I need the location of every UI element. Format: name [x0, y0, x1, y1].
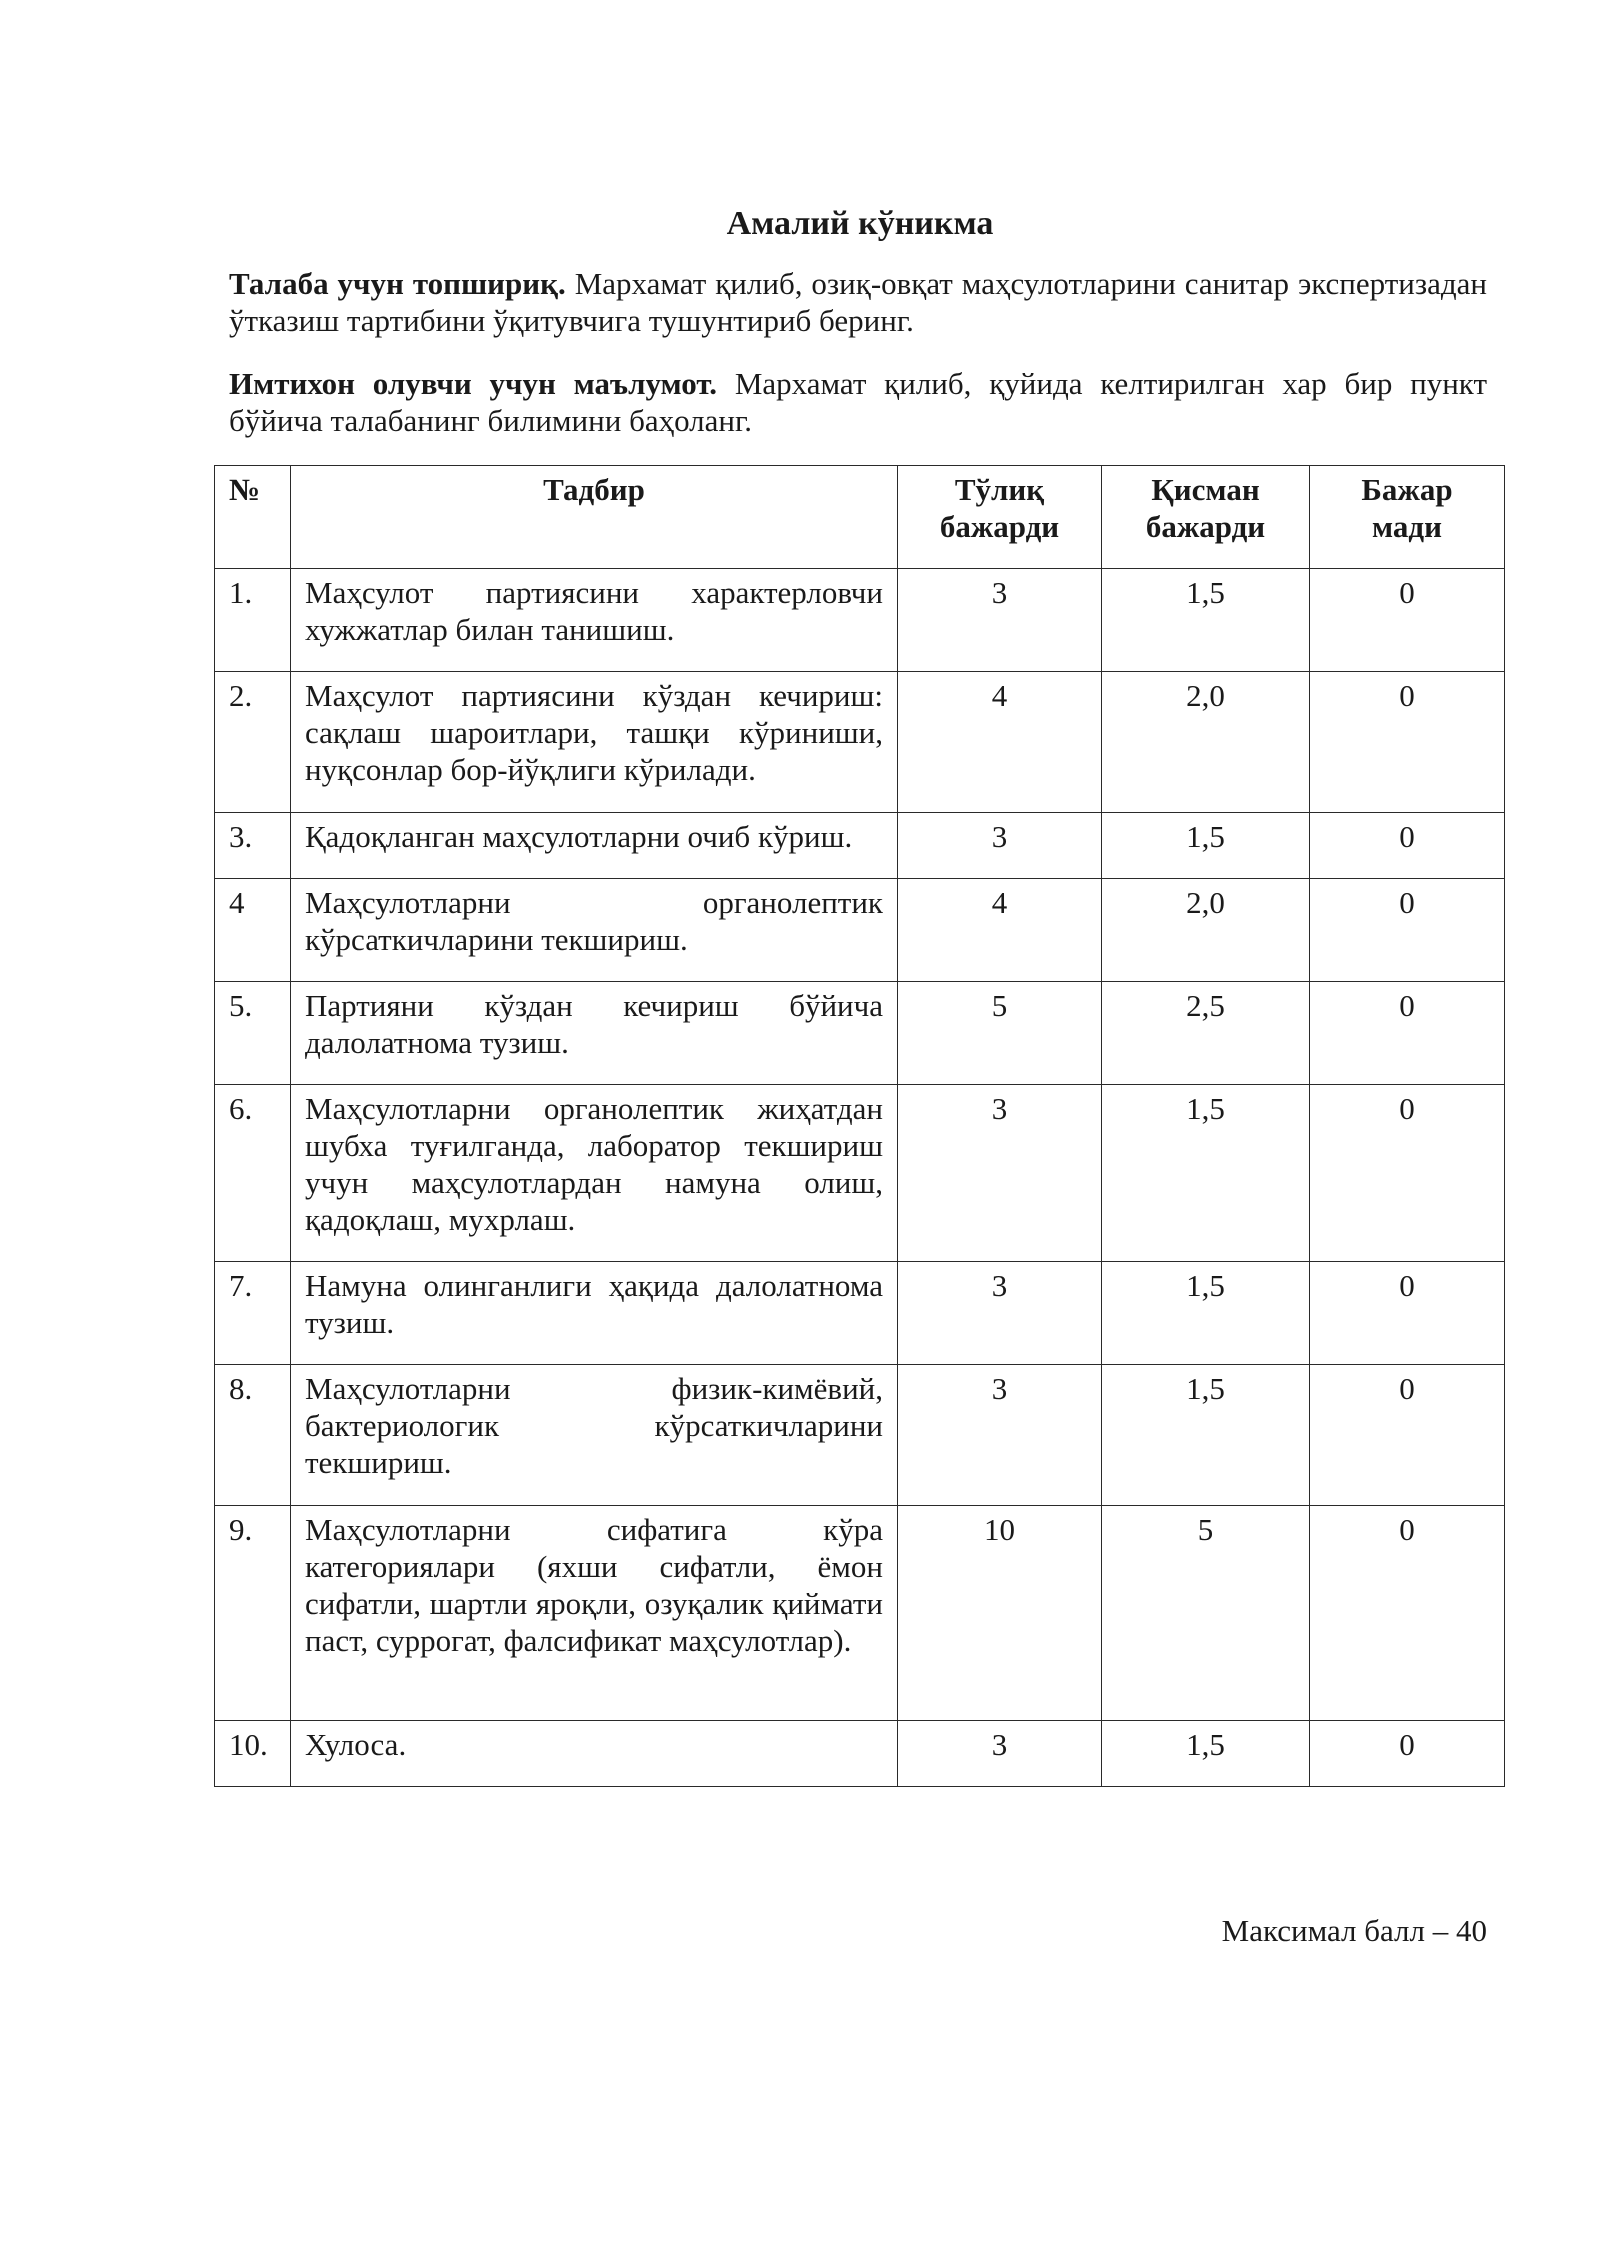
cell-none: 0: [1310, 982, 1505, 1085]
table-header-row: [215, 466, 1505, 569]
table-row: [215, 879, 1505, 982]
table-row: [215, 1365, 1505, 1506]
examiner-info-label: Имтихон олувчи учун маълумот.: [229, 366, 718, 401]
cell-number: 2.: [215, 672, 291, 813]
table-row: [215, 569, 1505, 672]
student-task-text: Мархамат қилиб, озиқ-овқат маҳсулотларини санитар экспертизадан ўтказиш тартибини ўқитувчига тушунтириб беринг.: [229, 266, 1488, 338]
cell-full: 4: [898, 879, 1102, 982]
cell-none: 0: [1310, 1365, 1505, 1506]
cell-number: 3.: [215, 813, 291, 879]
cell-none: 0: [1310, 1262, 1505, 1365]
assessment-table: [214, 465, 1505, 1787]
cell-number: 4: [215, 879, 291, 982]
cell-task: Намуна олинганлиги ҳақида далолатнома тузиш.: [291, 1262, 898, 1365]
cell-partial: 1,5: [1102, 1262, 1310, 1365]
cell-none: 0: [1310, 1085, 1505, 1262]
cell-number: 1.: [215, 569, 291, 672]
cell-number: 5.: [215, 982, 291, 1085]
cell-none: 0: [1310, 813, 1505, 879]
cell-none: 0: [1310, 1506, 1505, 1721]
max-score: Максимал балл – 40: [1221, 1913, 1487, 1948]
cell-full: 10: [898, 1506, 1102, 1721]
cell-partial: 1,5: [1102, 569, 1310, 672]
cell-task: Маҳсулотларни органолептик жиҳатдан шубха туғилганда, лаборатор текшириш учун маҳсулотлардан намуна олиш, қадоқлаш, мухрлаш.: [291, 1085, 898, 1262]
header-partial: Қисман бажарди: [1102, 466, 1310, 569]
header-full: Тўлиқ бажарди: [898, 466, 1102, 569]
cell-task: Маҳсулотларни сифатига кўра категориялари (яхши сифатли, ёмон сифатли, шартли яроқли, озуқалик қиймати паст, суррогат, фалсификат маҳсулотлар).: [291, 1506, 898, 1721]
table-row: [215, 813, 1505, 879]
cell-task: Хулоса.: [291, 1721, 898, 1787]
table-row: [215, 982, 1505, 1085]
cell-none: 0: [1310, 1721, 1505, 1787]
cell-task: Маҳсулотларни физик-кимёвий, бактериологик кўрсаткичларини текшириш.: [291, 1365, 898, 1506]
cell-partial: 2,5: [1102, 982, 1310, 1085]
table-row: [215, 1721, 1505, 1787]
cell-number: 6.: [215, 1085, 291, 1262]
table-row: [215, 672, 1505, 813]
student-task-paragraph: [229, 265, 1487, 339]
cell-full: 5: [898, 982, 1102, 1085]
cell-partial: 5: [1102, 1506, 1310, 1721]
cell-task: Маҳсулот партиясини кўздан кечириш: сақлаш шароитлари, ташқи кўриниши, нуқсонлар бор-йўқлиги кўрилади.: [291, 672, 898, 813]
table-row: [215, 1085, 1505, 1262]
cell-full: 3: [898, 813, 1102, 879]
cell-partial: 1,5: [1102, 1365, 1310, 1506]
cell-none: 0: [1310, 569, 1505, 672]
cell-full: 3: [898, 1085, 1102, 1262]
cell-number: 7.: [215, 1262, 291, 1365]
examiner-info-text: Мархамат қилиб, қуйида келтирилган хар бир пункт бўйича талабанинг билимини баҳоланг.: [229, 366, 1488, 438]
table-row: [215, 1506, 1505, 1721]
cell-full: 3: [898, 1721, 1102, 1787]
cell-partial: 1,5: [1102, 1085, 1310, 1262]
examiner-info-paragraph: [229, 365, 1487, 439]
cell-partial: 2,0: [1102, 672, 1310, 813]
cell-none: 0: [1310, 879, 1505, 982]
header-task: Тадбир: [291, 466, 898, 569]
cell-full: 3: [898, 1262, 1102, 1365]
table-row: [215, 1262, 1505, 1365]
cell-full: 4: [898, 672, 1102, 813]
cell-full: 3: [898, 569, 1102, 672]
cell-number: 8.: [215, 1365, 291, 1506]
cell-partial: 1,5: [1102, 813, 1310, 879]
cell-task: Қадоқланган маҳсулотларни очиб кўриш.: [291, 813, 898, 879]
cell-partial: 2,0: [1102, 879, 1310, 982]
page-title: Амалий кўникма: [726, 205, 994, 242]
cell-task: Партияни кўздан кечириш бўйича далолатнома тузиш.: [291, 982, 898, 1085]
cell-task: Маҳсулотларни органолептик кўрсаткичларини текшириш.: [291, 879, 898, 982]
header-none: Бажар мади: [1310, 466, 1505, 569]
cell-full: 3: [898, 1365, 1102, 1506]
cell-partial: 1,5: [1102, 1721, 1310, 1787]
cell-task: Маҳсулот партиясини характерловчи хужжатлар билан танишиш.: [291, 569, 898, 672]
cell-number: 9.: [215, 1506, 291, 1721]
student-task-label: Талаба учун топшириқ.: [229, 266, 566, 301]
header-number: №: [215, 466, 291, 569]
cell-number: 10.: [215, 1721, 291, 1787]
cell-none: 0: [1310, 672, 1505, 813]
